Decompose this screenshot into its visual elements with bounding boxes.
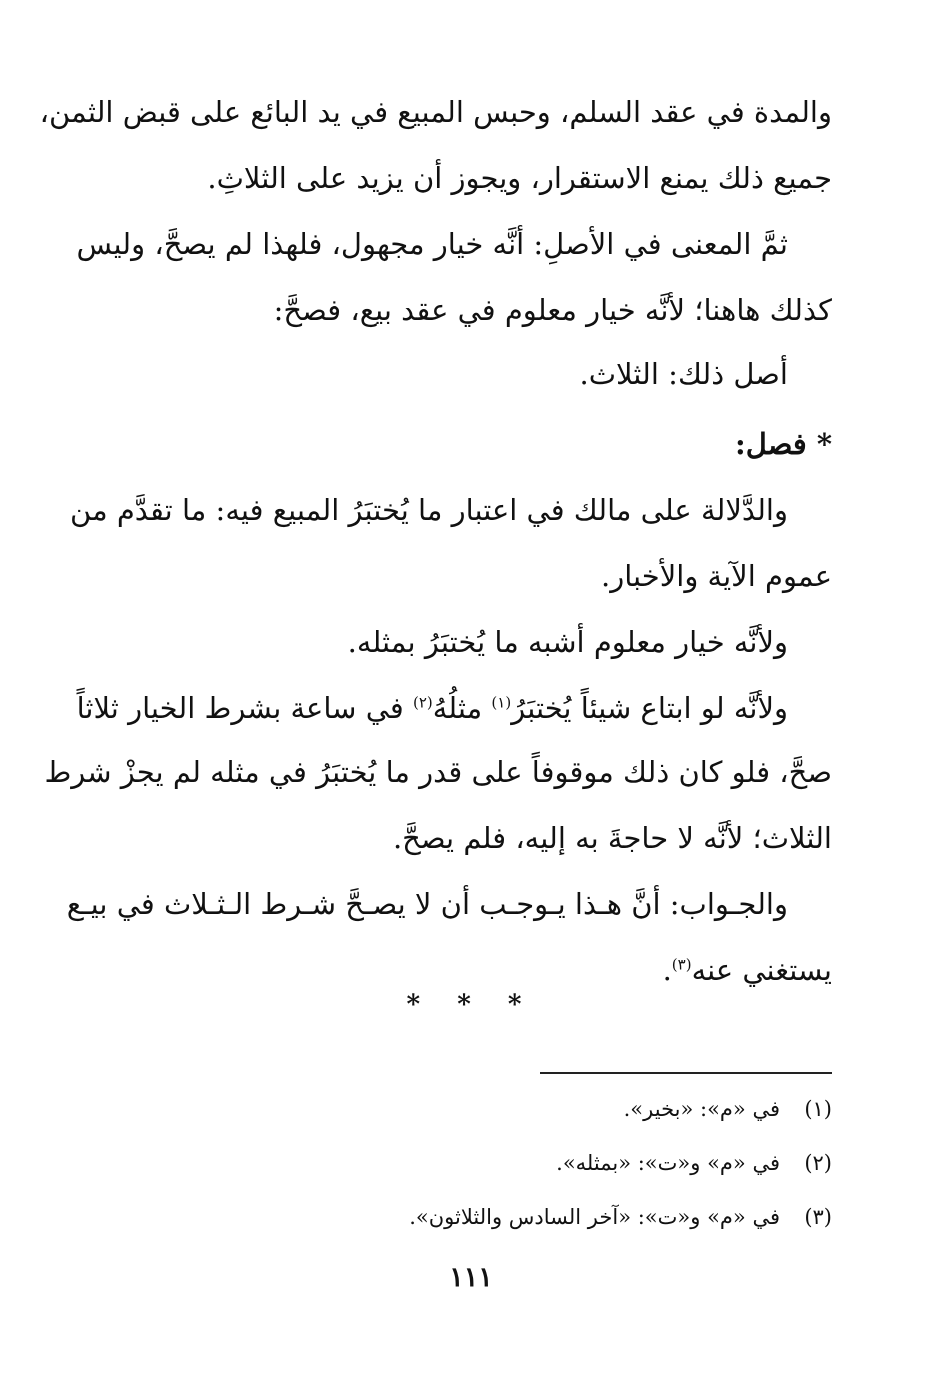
- footnote-number: (١): [804, 1097, 832, 1121]
- text-line: والجـواب: أنَّ هـذا يـوجـب أن لا يصـحَّ شـرط الـثـلاث في بيـع: [66, 887, 788, 921]
- text-line: والدَّلالة على مالك في اعتبار ما يُختبَرُ المبيع فيه: ما تقدَّم من: [70, 493, 788, 527]
- footnote: [232, 1148, 832, 1178]
- footnote-text: في «م» و«ت»: «آخر السادس والثلاثون».: [409, 1205, 780, 1229]
- footnote-text: في «م» و«ت»: «بمثله».: [556, 1151, 780, 1175]
- text-line: جميع ذلك يمنع الاستقرار، ويجوز أن يزيد على الثلاثِ.: [207, 161, 832, 195]
- footnote: [232, 1094, 832, 1124]
- text-fragment: في ساعة بشرط الخيار ثلاثاً: [76, 691, 413, 725]
- text-fragment: مثلُهُ: [432, 691, 492, 725]
- footnote-divider: [540, 1072, 832, 1074]
- section-separator: * * *: [406, 990, 536, 1020]
- text-line: الثلاث؛ لأنَّه لا حاجةَ به إليه، فلم يصحَّ.: [392, 821, 832, 855]
- footnote-number: (٢): [804, 1151, 832, 1175]
- text-line: [76, 688, 832, 728]
- text-line: والمدة في عقد السلم، وحبس المبيع في يد البائع على قبض الثمن،: [39, 95, 832, 129]
- footnote-ref: (٢): [412, 693, 433, 712]
- text-line: عموم الآية والأخبار.: [601, 559, 832, 593]
- page-number: ١١١: [449, 1262, 493, 1293]
- text-line: ولأنَّه خيار معلوم أشبه ما يُختبَرُ بمثله.: [347, 625, 788, 659]
- footnote-ref: (١): [491, 693, 512, 712]
- footnote-text: في «م»: «بخير».: [623, 1097, 780, 1121]
- text-fragment: ولأنَّه لو ابتاع شيئاً يُختبَرُ: [511, 691, 788, 725]
- footnote: [232, 1202, 832, 1232]
- text-line: [126, 950, 832, 990]
- footnote-ref: (٣): [671, 955, 692, 974]
- text-fragment: يستغني عنه: [691, 953, 832, 987]
- section-heading: * فصل:: [735, 427, 832, 461]
- text-line: أصل ذلك: الثلاث.: [579, 357, 788, 391]
- text-line: كذلك هاهنا؛ لأنَّه خيار معلوم في عقد بيع، فصحَّ:: [273, 293, 832, 327]
- footnote-number: (٣): [804, 1205, 832, 1229]
- text-line: ثمَّ المعنى في الأصلِ: أنَّه خيار مجهول، فلهذا لم يصحَّ، وليس: [76, 227, 788, 261]
- text-line: صحَّ، فلو كان ذلك موقوفاً على قدر ما يُختبَرُ في مثله لم يجزْ شرط: [44, 755, 832, 789]
- text-fragment: .: [662, 953, 672, 987]
